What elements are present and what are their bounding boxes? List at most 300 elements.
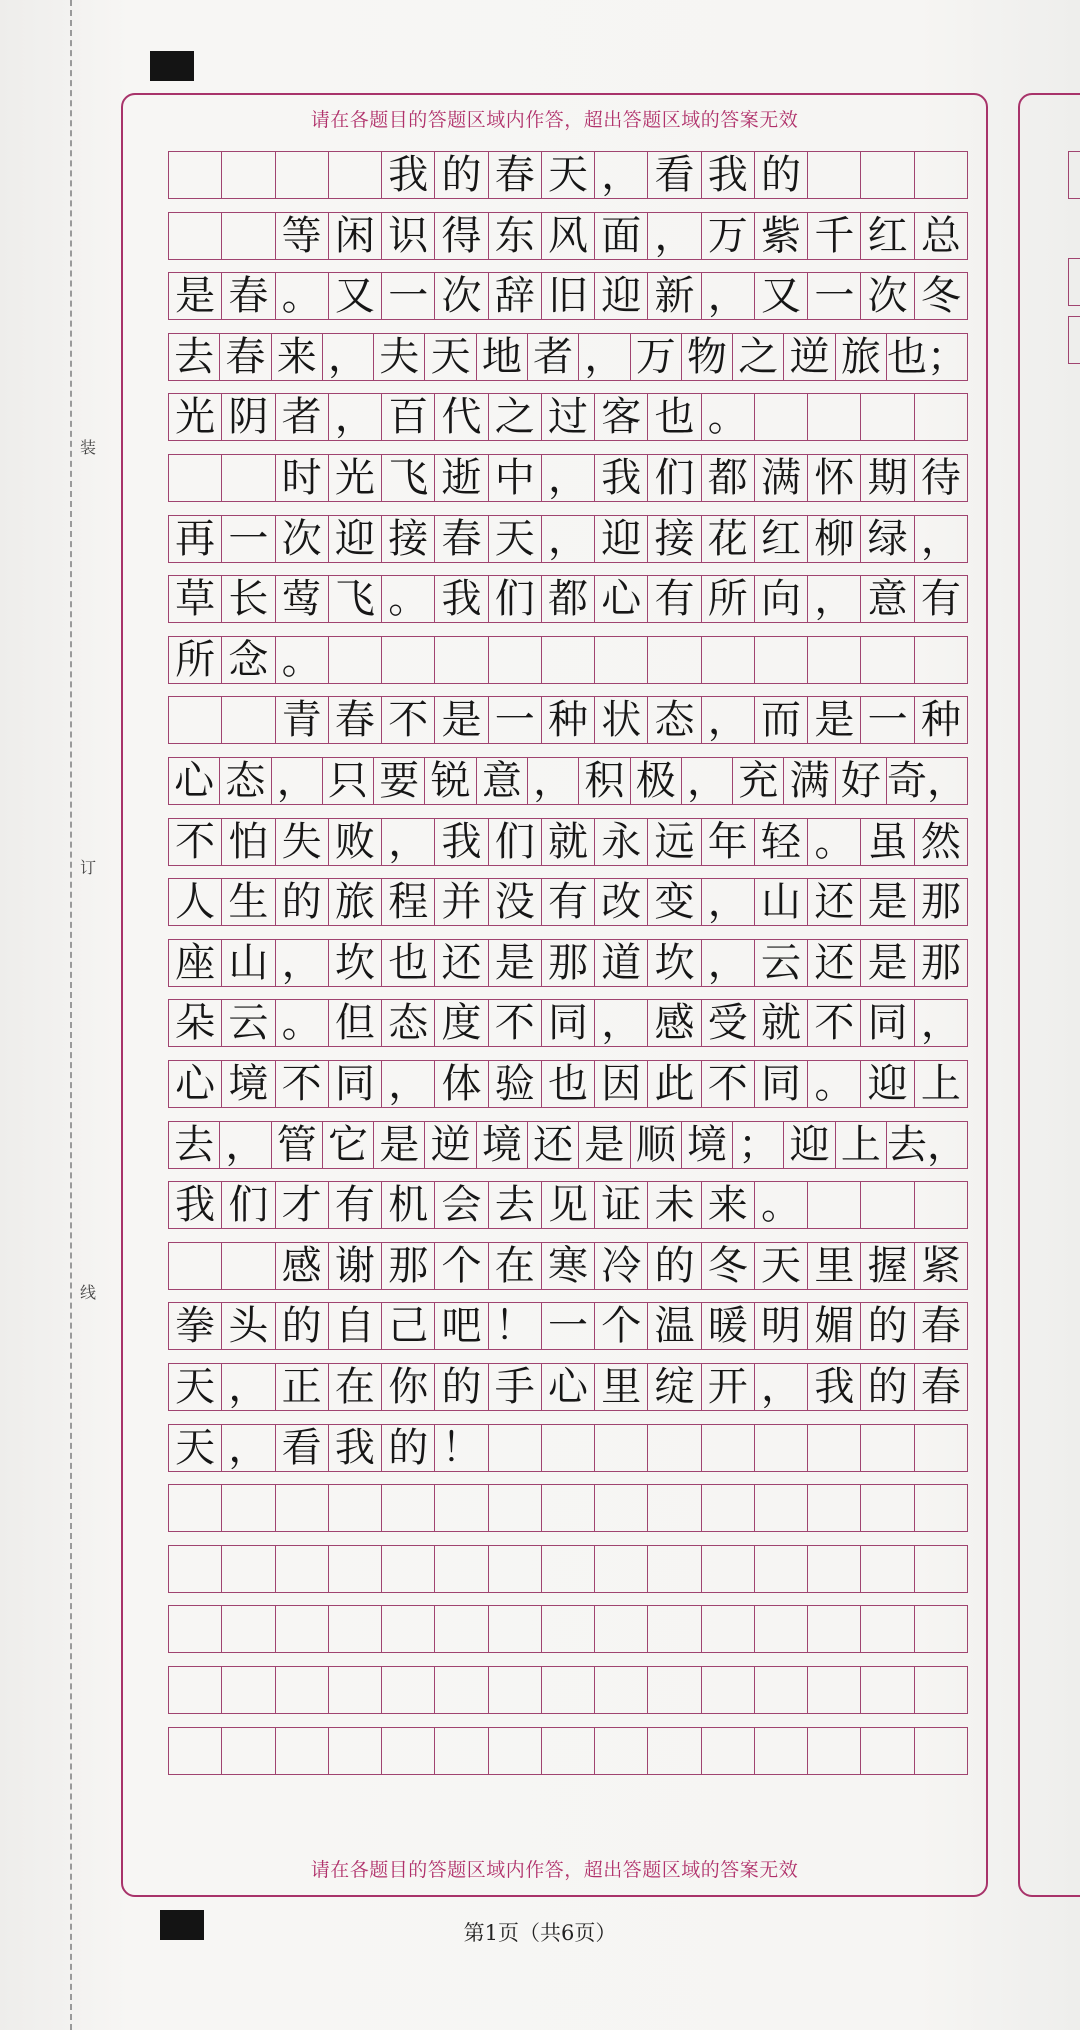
grid-cell [808, 1182, 861, 1228]
grid-cell: 冷 [595, 1243, 648, 1289]
grid-cell: 又 [755, 273, 808, 319]
grid-cell [222, 152, 275, 198]
grid-cell [915, 394, 968, 440]
grid-cell: 待 [915, 455, 968, 501]
grid-cell [808, 152, 861, 198]
grid-cell [702, 1667, 755, 1713]
grid-cell: 座 [169, 940, 222, 986]
grid-cell [169, 213, 222, 259]
essay-row [168, 212, 968, 260]
next-grid-stub [1068, 258, 1080, 306]
grid-cell [648, 1425, 701, 1471]
grid-cell: 逆 [784, 334, 835, 380]
grid-cell [329, 152, 382, 198]
grid-cell: 旅 [836, 334, 887, 380]
grid-cell [222, 697, 275, 743]
grid-cell: 所 [169, 637, 222, 683]
grid-cell: ； [733, 1122, 784, 1168]
grid-cell [702, 1546, 755, 1592]
grid-cell [542, 1728, 595, 1774]
grid-cell: 者 [276, 394, 329, 440]
grid-cell: 态 [648, 697, 701, 743]
grid-cell: 春 [435, 516, 488, 562]
grid-cell: 同 [755, 1061, 808, 1107]
grid-cell: 天 [169, 1425, 222, 1471]
essay-row [168, 515, 968, 563]
grid-cell: ， [323, 334, 374, 380]
grid-cell: 迎 [784, 1122, 835, 1168]
essay-row [168, 393, 968, 441]
grid-cell [169, 1546, 222, 1592]
binding-label-xian: 线 [79, 1283, 96, 1302]
grid-cell: 柳 [808, 516, 861, 562]
grid-cell: 它 [323, 1122, 374, 1168]
grid-cell: 程 [382, 879, 435, 925]
grid-cell: ！ [435, 1425, 488, 1471]
grid-cell: 逝 [435, 455, 488, 501]
grid-cell [595, 1728, 648, 1774]
grid-cell: 一 [808, 273, 861, 319]
grid-cell: 怀 [808, 455, 861, 501]
grid-cell: 里 [595, 1364, 648, 1410]
grid-cell: 我 [435, 819, 488, 865]
essay-row [168, 757, 968, 805]
grid-cell: 是 [579, 1122, 630, 1168]
grid-cell: 己 [382, 1303, 435, 1349]
grid-cell: 。 [702, 394, 755, 440]
grid-cell: 不 [808, 1000, 861, 1046]
grid-cell: 云 [222, 1000, 275, 1046]
grid-cell: 期 [861, 455, 914, 501]
grid-cell: 会 [435, 1182, 488, 1228]
grid-cell: 都 [702, 455, 755, 501]
grid-cell [915, 1485, 968, 1531]
grid-cell: 。 [382, 576, 435, 622]
grid-cell: 因 [595, 1061, 648, 1107]
essay-row [168, 333, 968, 381]
grid-cell: 迎 [595, 273, 648, 319]
grid-cell: 迎 [329, 516, 382, 562]
essay-row [168, 454, 968, 502]
grid-cell: 来 [702, 1182, 755, 1228]
grid-cell: 天 [489, 516, 542, 562]
grid-cell: 之 [489, 394, 542, 440]
grid-cell: 春 [915, 1364, 968, 1410]
notice-top: 请在各题目的答题区域内作答，超出答题区域的答案无效 [310, 109, 799, 131]
grid-cell: ， [222, 1364, 275, 1410]
grid-cell: 一 [861, 697, 914, 743]
grid-cell: 温 [648, 1303, 701, 1349]
notice-bottom: 请在各题目的答题区域内作答，超出答题区域的答案无效 [310, 1859, 799, 1881]
grid-cell [755, 1485, 808, 1531]
grid-cell: 验 [489, 1061, 542, 1107]
grid-cell: 绿 [861, 516, 914, 562]
grid-cell [915, 637, 968, 683]
grid-cell: 吧 [435, 1303, 488, 1349]
grid-cell [702, 637, 755, 683]
grid-cell: 的 [648, 1243, 701, 1289]
grid-cell [542, 637, 595, 683]
grid-cell: ， [755, 1364, 808, 1410]
grid-cell [542, 1606, 595, 1652]
grid-cell: 有 [648, 576, 701, 622]
grid-cell [169, 152, 222, 198]
grid-cell: ， [542, 455, 595, 501]
grid-cell: ， [702, 273, 755, 319]
grid-cell: 云 [755, 940, 808, 986]
grid-cell [382, 1485, 435, 1531]
grid-cell [222, 1667, 275, 1713]
grid-cell: 满 [755, 455, 808, 501]
grid-cell [489, 1667, 542, 1713]
grid-cell: 种 [915, 697, 968, 743]
grid-cell: 们 [648, 455, 701, 501]
grid-cell: 不 [169, 819, 222, 865]
grid-cell [169, 455, 222, 501]
essay-row [168, 1302, 968, 1350]
grid-cell: 春 [222, 273, 275, 319]
grid-cell: 境 [682, 1122, 733, 1168]
grid-cell: 花 [702, 516, 755, 562]
grid-cell: 种 [542, 697, 595, 743]
grid-cell: 道 [595, 940, 648, 986]
grid-cell: 改 [595, 879, 648, 925]
grid-cell: 我 [169, 1182, 222, 1228]
grid-cell: 天 [542, 152, 595, 198]
grid-cell: 就 [542, 819, 595, 865]
grid-cell [542, 1425, 595, 1471]
grid-cell: ， [329, 394, 382, 440]
grid-cell: 是 [435, 697, 488, 743]
essay-row [168, 1424, 968, 1472]
grid-cell [702, 1728, 755, 1774]
grid-cell: 里 [808, 1243, 861, 1289]
grid-cell: 有 [915, 576, 968, 622]
grid-cell [755, 1425, 808, 1471]
grid-cell: 就 [755, 1000, 808, 1046]
grid-cell [808, 1425, 861, 1471]
grid-cell: ， [702, 940, 755, 986]
grid-cell: 面 [595, 213, 648, 259]
grid-cell: 红 [861, 213, 914, 259]
grid-cell: 夫 [374, 334, 425, 380]
grid-cell [222, 455, 275, 501]
grid-cell [702, 1606, 755, 1652]
grid-cell: ， [702, 697, 755, 743]
grid-cell: 心 [169, 758, 220, 804]
page-footer: 第1页（共6页） [463, 1921, 617, 1945]
grid-cell [915, 1606, 968, 1652]
grid-cell: 未 [648, 1182, 701, 1228]
grid-cell: 受 [702, 1000, 755, 1046]
grid-cell: 管 [272, 1122, 323, 1168]
grid-cell: 飞 [329, 576, 382, 622]
next-grid-stub [1068, 316, 1080, 364]
grid-cell: 开 [702, 1364, 755, 1410]
grid-cell: 东 [489, 213, 542, 259]
grid-cell [808, 1667, 861, 1713]
essay-row [168, 1484, 968, 1532]
grid-cell: 总 [915, 213, 968, 259]
grid-cell [169, 1667, 222, 1713]
grid-cell: 我 [808, 1364, 861, 1410]
grid-cell [648, 1485, 701, 1531]
grid-cell: 还 [435, 940, 488, 986]
grid-cell: 中 [489, 455, 542, 501]
grid-cell [915, 1546, 968, 1592]
grid-cell: 天 [425, 334, 476, 380]
grid-cell [169, 1243, 222, 1289]
grid-cell: 春 [329, 697, 382, 743]
grid-cell [755, 637, 808, 683]
grid-cell: 也 [382, 940, 435, 986]
grid-cell [435, 637, 488, 683]
grid-cell [915, 1667, 968, 1713]
grid-cell [861, 394, 914, 440]
grid-cell [382, 1546, 435, 1592]
grid-cell: 极 [631, 758, 682, 804]
grid-cell: 我 [435, 576, 488, 622]
grid-cell: 红 [755, 516, 808, 562]
grid-cell: 暖 [702, 1303, 755, 1349]
grid-cell: 接 [382, 516, 435, 562]
grid-cell [542, 1485, 595, 1531]
grid-cell: 去 [169, 1122, 220, 1168]
grid-cell [276, 152, 329, 198]
grid-cell: 春 [915, 1303, 968, 1349]
grid-cell: 天 [169, 1364, 222, 1410]
grid-cell: 地 [477, 334, 528, 380]
grid-cell: 没 [489, 879, 542, 925]
grid-cell [169, 1606, 222, 1652]
grid-cell: 莺 [276, 576, 329, 622]
grid-cell: 个 [435, 1243, 488, 1289]
grid-cell: 见 [542, 1182, 595, 1228]
grid-cell: 那 [382, 1243, 435, 1289]
grid-cell [861, 1546, 914, 1592]
grid-cell [435, 1667, 488, 1713]
grid-cell: 接 [648, 516, 701, 562]
grid-cell: 客 [595, 394, 648, 440]
grid-cell: 但 [329, 1000, 382, 1046]
grid-cell: 只 [323, 758, 374, 804]
grid-cell: 辞 [489, 273, 542, 319]
grid-cell: 坎 [648, 940, 701, 986]
grid-cell: 也 [648, 394, 701, 440]
grid-cell: 寒 [542, 1243, 595, 1289]
grid-cell: 一 [222, 516, 275, 562]
grid-cell: 虽 [861, 819, 914, 865]
grid-cell [222, 1606, 275, 1652]
grid-cell: 拳 [169, 1303, 222, 1349]
grid-cell [808, 1546, 861, 1592]
grid-cell [276, 1606, 329, 1652]
binding-dashed-line [70, 0, 72, 2030]
grid-cell: 才 [276, 1182, 329, 1228]
grid-cell [755, 1728, 808, 1774]
grid-cell [169, 1485, 222, 1531]
grid-cell: 再 [169, 516, 222, 562]
grid-cell [861, 1182, 914, 1228]
grid-cell: 年 [702, 819, 755, 865]
grid-cell: 看 [276, 1425, 329, 1471]
grid-cell: 是 [169, 273, 222, 319]
grid-cell [595, 1485, 648, 1531]
grid-cell: 变 [648, 879, 701, 925]
grid-cell: 也； [886, 333, 967, 380]
grid-cell: ， [579, 334, 630, 380]
grid-cell [329, 1546, 382, 1592]
grid-cell: 境 [222, 1061, 275, 1107]
grid-cell: 同 [542, 1000, 595, 1046]
grid-cell: ， [542, 516, 595, 562]
grid-cell [276, 1728, 329, 1774]
grid-cell: 败 [329, 819, 382, 865]
grid-cell: 旧 [542, 273, 595, 319]
grid-cell: 春 [220, 334, 271, 380]
grid-cell: 千 [808, 213, 861, 259]
grid-cell: 是 [861, 940, 914, 986]
grid-cell [808, 1606, 861, 1652]
grid-cell: 万 [702, 213, 755, 259]
grid-cell: 过 [542, 394, 595, 440]
grid-cell: 飞 [382, 455, 435, 501]
grid-cell: 你 [382, 1364, 435, 1410]
grid-cell: ， [382, 1061, 435, 1107]
grid-cell: 草 [169, 576, 222, 622]
grid-cell [542, 1546, 595, 1592]
grid-cell: 奇， [886, 758, 967, 804]
grid-cell: 积 [579, 758, 630, 804]
grid-cell: ， [272, 758, 323, 804]
grid-cell: 谢 [329, 1243, 382, 1289]
grid-cell [382, 1728, 435, 1774]
grid-cell: 来 [272, 334, 323, 380]
grid-cell [861, 1606, 914, 1652]
grid-cell: 头 [222, 1303, 275, 1349]
grid-cell: 明 [755, 1303, 808, 1349]
grid-cell: 的 [276, 879, 329, 925]
grid-cell: 者 [528, 334, 579, 380]
grid-cell: 的 [435, 152, 488, 198]
grid-cell: 同 [329, 1061, 382, 1107]
grid-cell: 上 [915, 1061, 968, 1107]
grid-cell [702, 1485, 755, 1531]
grid-cell: 轻 [755, 819, 808, 865]
grid-cell [435, 1485, 488, 1531]
grid-cell: 上 [836, 1122, 887, 1168]
grid-cell: 锐 [425, 758, 476, 804]
grid-cell: 光 [169, 394, 222, 440]
grid-cell: 向 [755, 576, 808, 622]
grid-cell: 也 [542, 1061, 595, 1107]
essay-row [168, 1605, 968, 1653]
grid-cell: 旅 [329, 879, 382, 925]
grid-cell: 远 [648, 819, 701, 865]
grid-cell: 状 [595, 697, 648, 743]
grid-cell: 生 [222, 879, 275, 925]
grid-cell: 充 [733, 758, 784, 804]
grid-cell: 证 [595, 1182, 648, 1228]
grid-cell: 。 [276, 1000, 329, 1046]
grid-cell: 万 [631, 334, 682, 380]
grid-cell: 那 [542, 940, 595, 986]
grid-cell: 要 [374, 758, 425, 804]
grid-cell: ， [915, 516, 968, 562]
grid-cell: 光 [329, 455, 382, 501]
grid-cell: 还 [808, 940, 861, 986]
grid-cell: 念 [222, 637, 275, 683]
grid-cell: 是 [861, 879, 914, 925]
grid-cell: 次 [435, 273, 488, 319]
grid-cell [808, 1485, 861, 1531]
grid-cell: 那 [915, 940, 968, 986]
essay-row [168, 636, 968, 684]
grid-cell: 等 [276, 213, 329, 259]
grid-cell: 此 [648, 1061, 701, 1107]
grid-cell [489, 1425, 542, 1471]
essay-row [168, 1363, 968, 1411]
grid-cell [169, 697, 222, 743]
grid-cell: ， [595, 1000, 648, 1046]
grid-cell [595, 1425, 648, 1471]
grid-cell: 感 [276, 1243, 329, 1289]
grid-cell: 去 [489, 1182, 542, 1228]
grid-cell: 迎 [861, 1061, 914, 1107]
grid-cell: 。 [276, 637, 329, 683]
grid-cell [648, 1606, 701, 1652]
grid-cell [222, 1243, 275, 1289]
grid-cell [595, 1546, 648, 1592]
essay-grid [168, 151, 968, 1826]
grid-cell: 们 [222, 1182, 275, 1228]
grid-cell [435, 1606, 488, 1652]
grid-cell [329, 637, 382, 683]
grid-cell: 有 [542, 879, 595, 925]
grid-cell: 然 [915, 819, 968, 865]
grid-cell: 我 [382, 152, 435, 198]
grid-cell: 们 [489, 576, 542, 622]
grid-cell: 度 [435, 1000, 488, 1046]
alignment-marker-top [150, 51, 194, 81]
grid-cell: 。 [808, 819, 861, 865]
grid-cell: 还 [528, 1122, 579, 1168]
grid-cell [276, 1667, 329, 1713]
grid-cell: 闲 [329, 213, 382, 259]
grid-cell: 我 [702, 152, 755, 198]
grid-cell [755, 1606, 808, 1652]
grid-cell: 心 [595, 576, 648, 622]
grid-cell: 而 [755, 697, 808, 743]
grid-cell: 一 [542, 1303, 595, 1349]
essay-row [168, 151, 968, 199]
grid-cell [808, 637, 861, 683]
grid-cell: 风 [542, 213, 595, 259]
grid-cell: 意 [861, 576, 914, 622]
grid-cell [861, 152, 914, 198]
grid-cell: 紫 [755, 213, 808, 259]
binding-label-ding: 订 [79, 858, 96, 877]
grid-cell: 永 [595, 819, 648, 865]
grid-cell: 绽 [648, 1364, 701, 1410]
grid-cell: 所 [702, 576, 755, 622]
grid-cell: 个 [595, 1303, 648, 1349]
grid-cell [489, 637, 542, 683]
grid-cell: 朵 [169, 1000, 222, 1046]
grid-cell: 机 [382, 1182, 435, 1228]
essay-row [168, 272, 968, 320]
grid-cell: ， [595, 152, 648, 198]
